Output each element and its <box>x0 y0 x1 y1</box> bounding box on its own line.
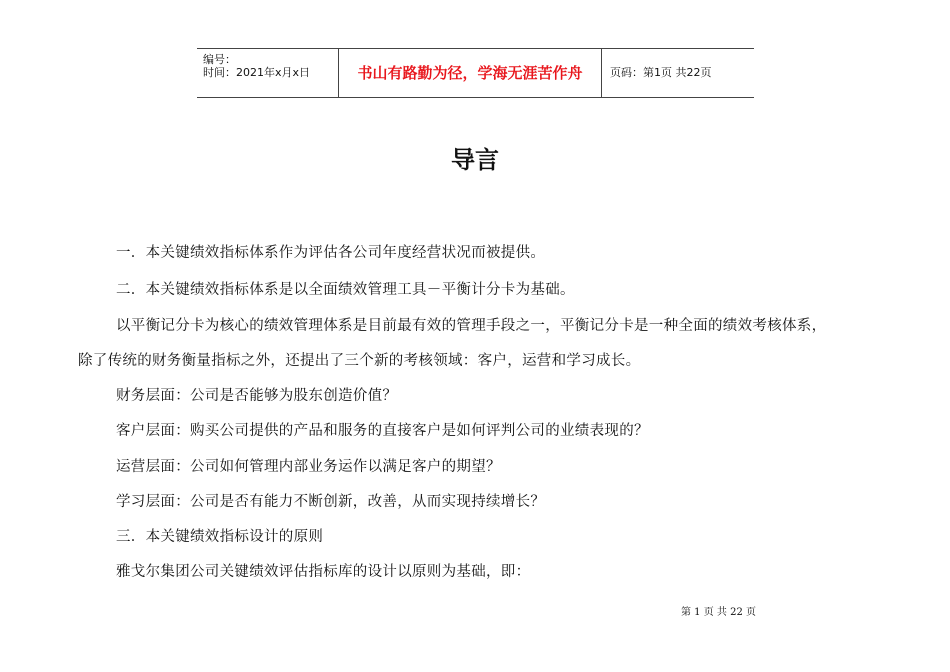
paragraph-1: 一．本关键绩效指标体系作为评估各公司年度经营状况而被提供。 <box>116 245 546 261</box>
paragraph-3: 以平衡记分卡为核心的绩效管理体系是目前最有效的管理手段之一，平衡记分卡是一种全面的绩效考核体系， <box>116 318 827 334</box>
page-info: 页码：第1页 共22页 <box>610 66 712 79</box>
page-title: 导言 <box>451 146 499 174</box>
paragraph-3-cont: 除了传统的财务衡量指标之外，还提出了三个新的考核领域：客户，运营和学习成长。 <box>78 353 641 369</box>
paragraph-2: 二．本关键绩效指标体系是以全面绩效管理工具－平衡计分卡为基础。 <box>116 282 575 298</box>
paragraph-principle: 雅戈尔集团公司关键绩效评估指标库的设计以原则为基础，即： <box>116 564 531 580</box>
page-footer: 第 1 页 共 22 页 <box>681 607 756 618</box>
paragraph-learning: 学习层面：公司是否有能力不断创新，改善，从而实现持续增长？ <box>116 494 546 510</box>
motto: 书山有路勤为径，学海无涯苦作舟 <box>339 49 602 97</box>
paragraph-financial: 财务层面：公司是否能够为股东创造价值？ <box>116 388 398 404</box>
number-label: 编号： <box>203 53 236 66</box>
time-label: 时间：2021年x月x日 <box>203 66 311 79</box>
header-table <box>197 48 754 98</box>
paragraph-customer: 客户层面：购买公司提供的产品和服务的直接客户是如何评判公司的业绩表现的？ <box>116 423 649 439</box>
paragraph-section-3: 三．本关键绩效指标设计的原则 <box>116 529 324 545</box>
paragraph-operations: 运营层面：公司如何管理内部业务运作以满足客户的期望？ <box>116 459 501 475</box>
header-info-cell <box>197 49 339 97</box>
